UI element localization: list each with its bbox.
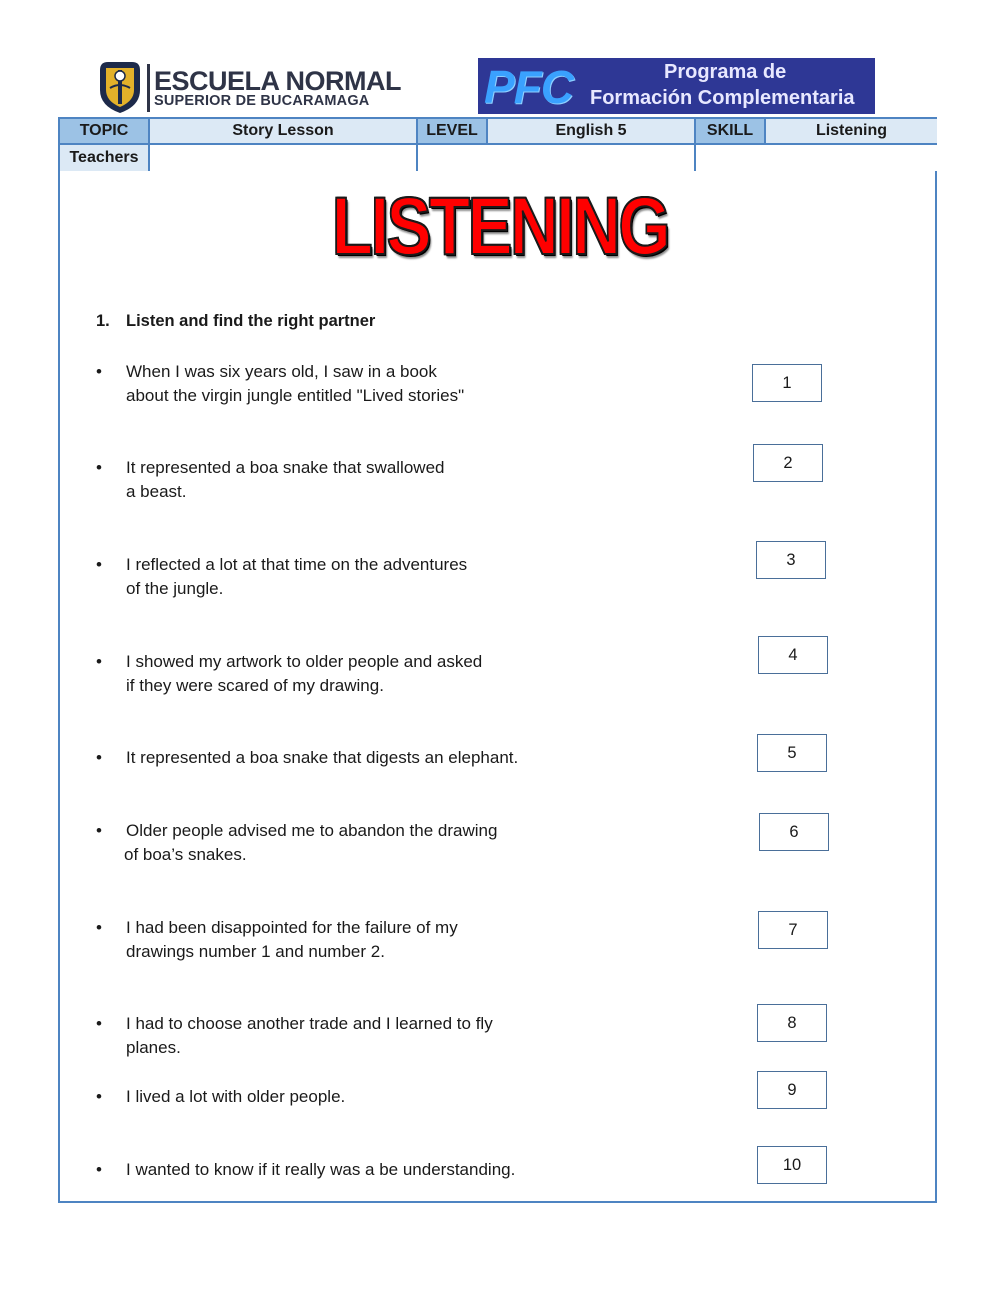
answer-box[interactable]: 4	[758, 636, 828, 674]
item-text: It represented a boa snake that digests an elephant.	[126, 748, 519, 767]
info-table	[58, 117, 937, 171]
answer-box[interactable]: 10	[757, 1146, 827, 1184]
school-name-line2: SUPERIOR DE BUCARAMAGA	[154, 93, 370, 109]
school-name-line1: ESCUELA NORMAL	[154, 66, 401, 96]
topic-label: TOPIC	[60, 119, 150, 145]
answer-box[interactable]: 9	[757, 1071, 827, 1109]
item-text: I wanted to know if it really was a be understanding.	[126, 1160, 516, 1179]
item-text: I showed my artwork to older people and asked if they were scared of my drawing.	[126, 652, 483, 695]
bullet-icon: •	[96, 748, 102, 767]
level-label: LEVEL	[418, 119, 488, 145]
answer-box[interactable]: 2	[753, 444, 823, 482]
logo-divider	[147, 64, 150, 112]
skill-label: SKILL	[696, 119, 766, 145]
program-name-line1: Programa de	[664, 61, 787, 83]
item-text: It represented a boa snake that swallowed a beast.	[126, 458, 445, 501]
bullet-icon: •	[96, 821, 102, 840]
bullet-icon: •	[96, 652, 102, 671]
bullet-icon: •	[96, 1087, 102, 1106]
bullet-icon: •	[96, 1014, 102, 1033]
page-title: LISTENING	[331, 181, 669, 272]
answer-box[interactable]: 1	[752, 364, 822, 402]
item-text: When I was six years old, I saw in a book about the virgin jungle entitled "Lived stories"	[126, 362, 465, 405]
level-value: English 5	[488, 119, 696, 145]
item-text: I reflected a lot at that time on the adventures of the jungle.	[126, 555, 468, 598]
skill-value: Listening	[766, 119, 937, 145]
answer-box[interactable]: 3	[756, 541, 826, 579]
answer-box[interactable]: 6	[759, 813, 829, 851]
bullet-icon: •	[96, 1160, 102, 1179]
program-abbr: PFC	[484, 61, 573, 113]
program-name-line2: Formación Complementaria	[590, 87, 855, 109]
teachers-field-1[interactable]	[150, 145, 418, 171]
school-logo	[96, 58, 401, 116]
answer-box[interactable]: 5	[757, 734, 827, 772]
instruction-number: 1.	[96, 312, 110, 330]
bullet-icon: •	[96, 458, 102, 477]
topic-value: Story Lesson	[150, 119, 418, 145]
program-banner	[478, 58, 875, 114]
teachers-label: Teachers	[60, 145, 150, 171]
item-text: I lived a lot with older people.	[126, 1087, 346, 1106]
bullet-icon: •	[96, 362, 102, 381]
item-text: I had been disappointed for the failure of my drawings number 1 and number 2.	[126, 918, 458, 961]
teachers-field-3[interactable]	[696, 145, 937, 171]
item-text: Older people advised me to abandon the drawing of boa’s snakes.	[124, 821, 498, 864]
school-crest-icon	[96, 60, 144, 114]
instruction	[96, 312, 375, 331]
instruction-text: Listen and find the right partner	[126, 312, 376, 330]
teachers-field-2[interactable]	[418, 145, 696, 171]
answer-box[interactable]: 7	[758, 911, 828, 949]
item-text: I had to choose another trade and I learned to fly planes.	[126, 1014, 493, 1057]
bullet-icon: •	[96, 918, 102, 937]
answer-box[interactable]: 8	[757, 1004, 827, 1042]
bullet-icon: •	[96, 555, 102, 574]
